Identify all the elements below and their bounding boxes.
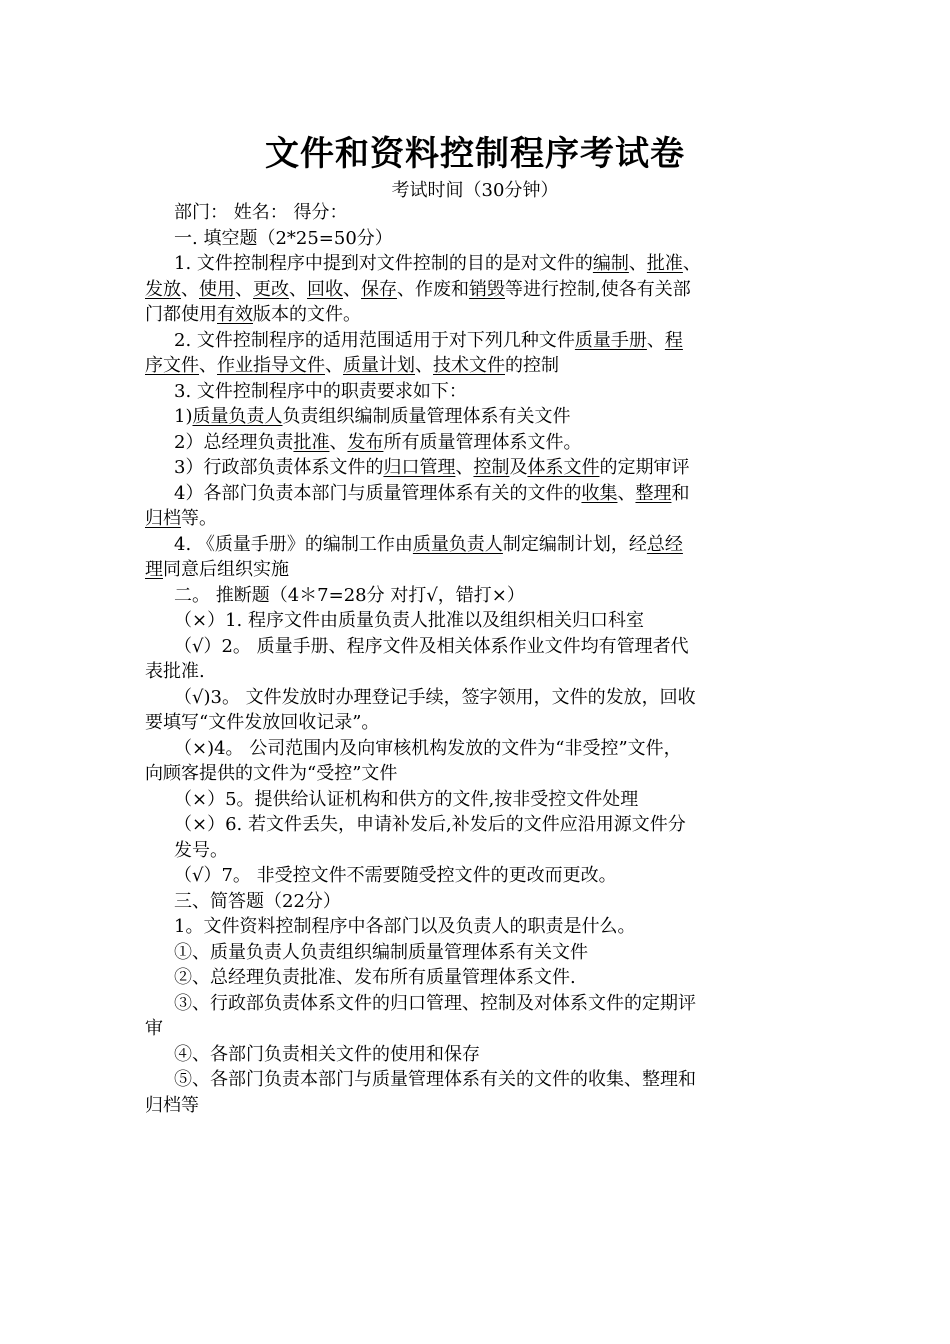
answer: 收集 [581, 482, 618, 504]
answer: 总经 [646, 533, 683, 555]
page-title: 文件和资料控制程序考试卷 [265, 134, 685, 174]
answer: 使用 [199, 278, 235, 300]
answer-item-3-cont: 审 [145, 1018, 163, 1039]
tf-item-3-cont: 要填写“文件发放回收记录”。 [145, 712, 380, 733]
tf-item-1: （×）1. 程序文件由质量负责人批准以及组织相关归口科室 [174, 610, 644, 631]
header-fields: 部门： 姓名： 得分： [174, 202, 348, 223]
tf-item-2-cont: 表批准. [145, 661, 205, 682]
answer: 回收 [307, 278, 343, 300]
exam-body [145, 200, 805, 1118]
answer: 保存 [361, 278, 397, 300]
answer: 体系文件 [527, 457, 600, 478]
section-3-heading: 三、简答题（22分） [174, 890, 341, 912]
answer: 质量手册 [574, 329, 647, 351]
answer: 整理 [635, 482, 672, 504]
answer: 更改 [253, 278, 289, 300]
answer: 编制 [592, 253, 629, 274]
answer: 作业指导文件 [217, 355, 325, 376]
q1-line-1: 1. 文件控制程序中提到对文件控制的目的是对文件的编制、批准、 [174, 253, 701, 274]
q3-item-1: 1)质量负责人负责组织编制质量管理体系有关文件 [174, 406, 571, 427]
answer: 批准 [293, 431, 330, 453]
tf-item-7: （√）7。 非受控文件不需要随受控文件的更改而更改。 [174, 865, 617, 886]
answer: 序文件 [145, 355, 199, 376]
q3-item-4: 4）各部门负责本部门与质量管理体系有关的文件的收集、整理和 [174, 482, 690, 504]
answer-item-5-cont: 归档等 [145, 1094, 199, 1116]
answer-item-5: ⑤、各部门负责本部门与质量管理体系有关的文件的收集、整理和 [174, 1069, 696, 1090]
answer: 控制 [473, 457, 510, 478]
tf-item-4: （×)4。 公司范围内及向审核机构发放的文件为“非受控”文件， [174, 737, 682, 759]
exam-duration: 考试时间（30分钟） [391, 180, 559, 201]
q1-line-3: 门都使用有效版本的文件。 [145, 304, 361, 325]
q3-item-2: 2）总经理负责批准、发布所有质量管理体系文件。 [174, 431, 582, 453]
short-answer-question-1: 1。文件资料控制程序中各部门以及负责人的职责是什么。 [174, 916, 636, 937]
tf-item-4-cont: 向顾客提供的文件为“受控”文件 [145, 763, 398, 784]
answer: 销毁 [469, 278, 505, 300]
q3-intro: 3. 文件控制程序中的职责要求如下： [174, 380, 467, 402]
answer: 归档 [145, 508, 181, 529]
answer: 质量负责人 [412, 533, 503, 555]
section-2-heading: 二。 推断题（4＊7=28分 对打√，错打×） [174, 584, 525, 606]
answer-item-2: ②、总经理负责批准、发布所有质量管理体系文件. [174, 967, 576, 988]
tf-item-5: （×）5。提供给认证机构和供方的文件,按非受控文件处理 [174, 788, 639, 810]
answer: 有效 [217, 304, 253, 325]
answer: 技术文件 [433, 355, 505, 376]
answer: 发布 [347, 431, 384, 453]
answer: 质量计划 [343, 355, 415, 376]
tf-item-2: （√）2。 质量手册、程序文件及相关体系作业文件均有管理者代 [174, 635, 689, 657]
answer-item-3: ③、行政部负责体系文件的归口管理、控制及对体系文件的定期评 [174, 992, 696, 1014]
answer: 发放 [145, 278, 181, 300]
answer: 批准 [646, 253, 683, 274]
answer: 归口管理 [383, 457, 456, 478]
q4-line-2: 理同意后组织实施 [145, 559, 289, 580]
q3-item-3: 3）行政部负责体系文件的归口管理、控制及体系文件的定期审评 [174, 457, 690, 478]
q4-line-1: 4. 《质量手册》的编制工作由质量负责人制定编制计划，经总经 [174, 533, 683, 555]
tf-item-6-cont: 发号。 [174, 839, 228, 861]
answer-item-1: ①、质量负责人负责组织编制质量管理体系有关文件 [174, 941, 588, 963]
q1-line-2: 发放、使用、更改、回收、保存、作废和销毁等进行控制,使各有关部 [145, 278, 691, 300]
answer: 质量负责人 [192, 406, 283, 427]
answer: 程 [664, 329, 683, 351]
tf-item-6: （×）6. 若文件丢失，申请补发后,补发后的文件应沿用源文件分 [174, 814, 686, 835]
answer: 理 [145, 559, 163, 580]
q3-item-4-cont: 归档等。 [145, 508, 217, 529]
answer-item-4: ④、各部门负责相关文件的使用和保存 [174, 1043, 480, 1065]
tf-item-3: （√)3。 文件发放时办理登记手续，签字领用，文件的发放，回收 [174, 686, 696, 708]
q2-line-1: 2. 文件控制程序的适用范围适用于对下列几种文件质量手册、程 [174, 329, 683, 351]
q2-line-2: 序文件、作业指导文件、质量计划、技术文件的控制 [145, 355, 559, 376]
section-1-heading: 一. 填空题（2*25=50分） [174, 227, 393, 249]
